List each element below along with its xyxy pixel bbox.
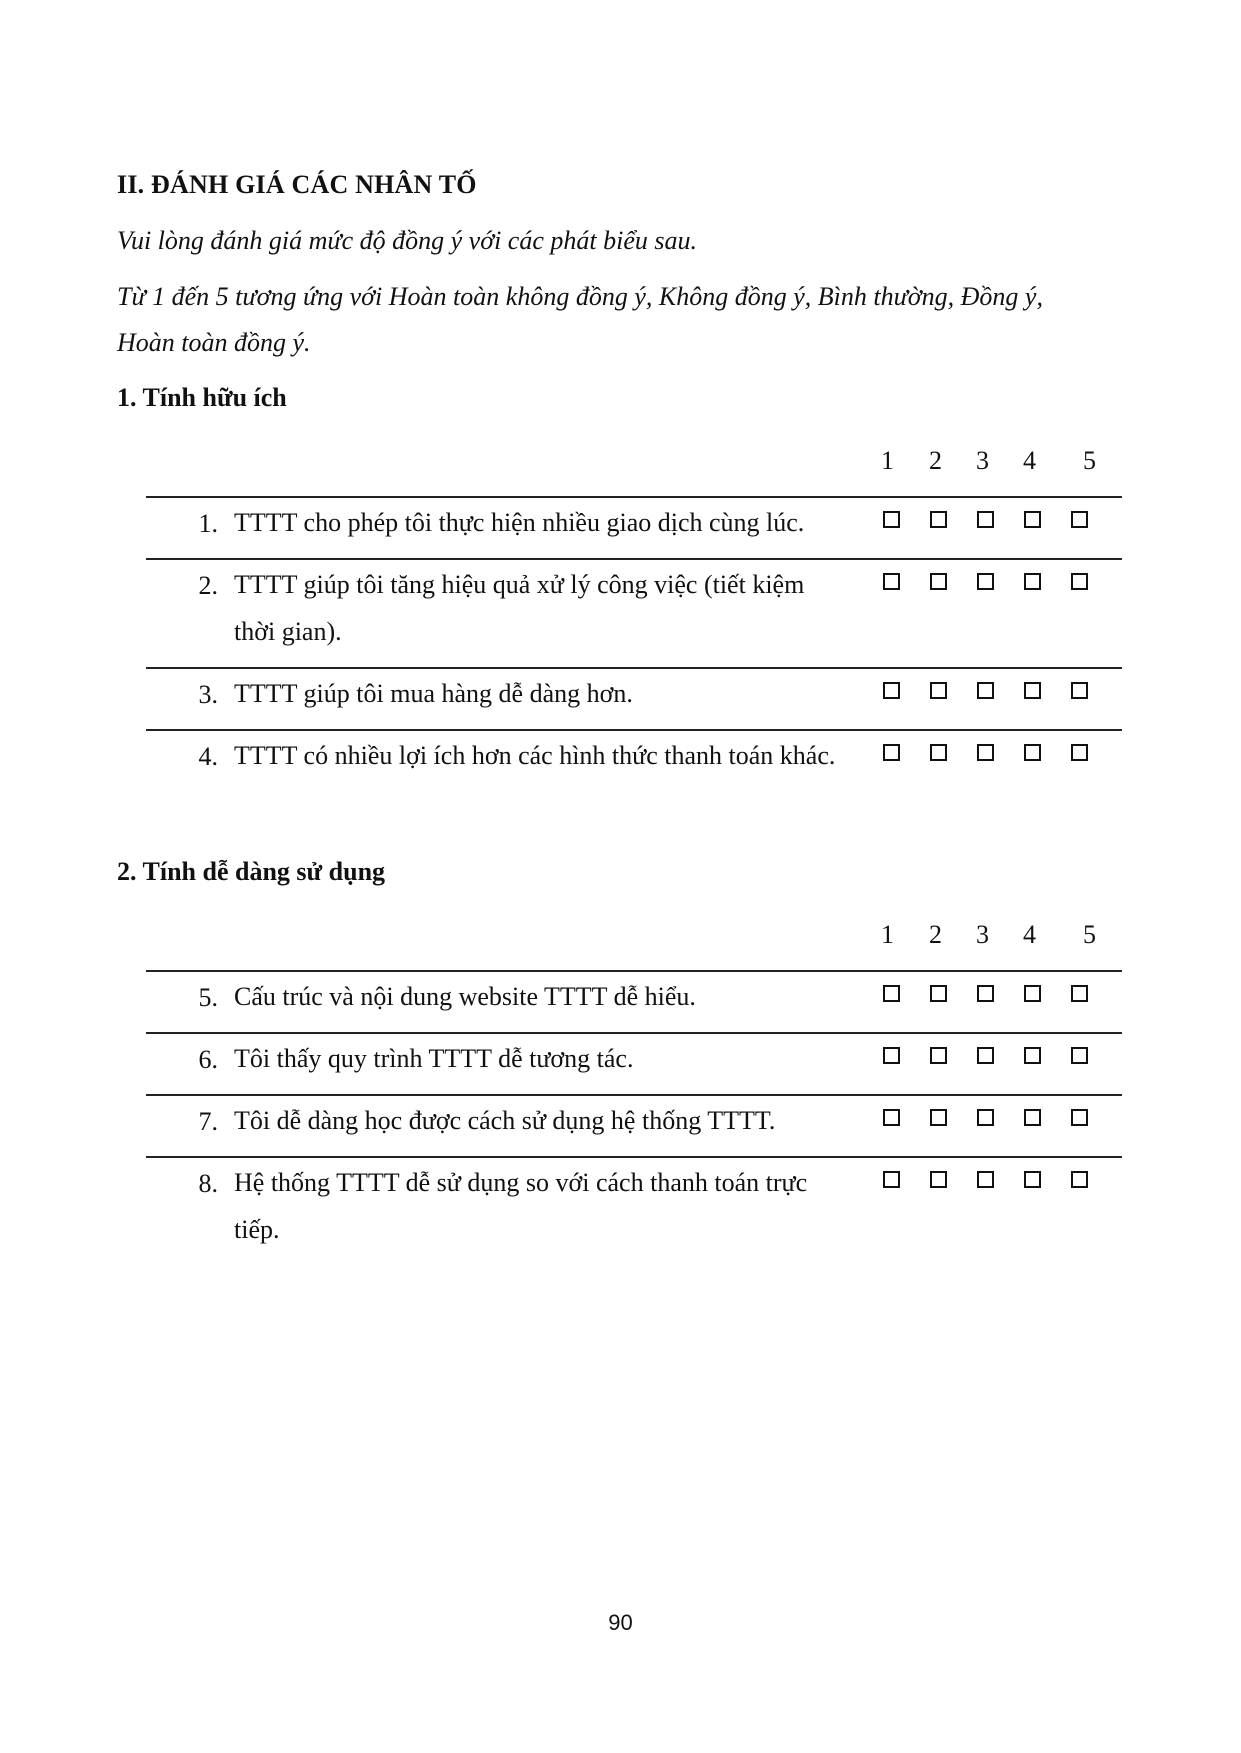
statement-line: Tôi dễ dàng học được cách sử dụng hệ thống TTTT. bbox=[234, 1106, 776, 1135]
item-number: 5. bbox=[198, 983, 218, 1012]
item-number: 1. bbox=[198, 509, 218, 538]
item-number: 2. bbox=[198, 571, 218, 600]
scale-label-5: 5 bbox=[1083, 446, 1096, 475]
table-rule bbox=[146, 970, 1122, 972]
instruction-line-2: Từ 1 đến 5 tương ứng với Hoàn toàn không đồng ý, Không đồng ý, Bình thường, Đồng ý, bbox=[117, 282, 1043, 311]
rating-checkbox-5[interactable] bbox=[1071, 985, 1088, 1002]
rating-checkbox-3[interactable] bbox=[977, 744, 994, 761]
statement-line: TTTT giúp tôi mua hàng dễ dàng hơn. bbox=[234, 679, 633, 708]
statement-line: TTTT có nhiều lợi ích hơn các hình thức thanh toán khác. bbox=[234, 741, 836, 770]
rating-checkbox-3[interactable] bbox=[977, 682, 994, 699]
instruction-line-3: Hoàn toàn đồng ý. bbox=[117, 328, 311, 357]
rating-checkbox-2[interactable] bbox=[930, 985, 947, 1002]
rating-checkbox-3[interactable] bbox=[977, 1047, 994, 1064]
item-number: 3. bbox=[198, 680, 218, 709]
table-rule bbox=[146, 729, 1122, 731]
instruction-line-1: Vui lòng đánh giá mức độ đồng ý với các phát biểu sau. bbox=[117, 226, 697, 255]
rating-checkbox-3[interactable] bbox=[977, 985, 994, 1002]
rating-checkbox-1[interactable] bbox=[883, 1109, 900, 1126]
scale-label-4: 4 bbox=[1023, 446, 1036, 475]
item-statement bbox=[234, 1159, 866, 1253]
item-statement bbox=[234, 499, 866, 546]
scale-label-3: 3 bbox=[976, 920, 989, 949]
scale-label-5: 5 bbox=[1083, 920, 1096, 949]
rating-checkbox-4[interactable] bbox=[1024, 1109, 1041, 1126]
rating-checkbox-1[interactable] bbox=[883, 573, 900, 590]
rating-checkbox-4[interactable] bbox=[1024, 511, 1041, 528]
table-rule bbox=[146, 1094, 1122, 1096]
item-statement bbox=[234, 1097, 866, 1144]
rating-checkbox-5[interactable] bbox=[1071, 744, 1088, 761]
item-statement bbox=[234, 670, 866, 717]
section-heading: II. ĐÁNH GIÁ CÁC NHÂN TỐ bbox=[117, 170, 477, 199]
rating-checkbox-5[interactable] bbox=[1071, 1109, 1088, 1126]
scale-label-2: 2 bbox=[929, 920, 942, 949]
rating-checkbox-2[interactable] bbox=[930, 573, 947, 590]
item-statement bbox=[234, 561, 866, 655]
table-rule bbox=[146, 558, 1122, 560]
rating-checkbox-5[interactable] bbox=[1071, 1171, 1088, 1188]
rating-checkbox-1[interactable] bbox=[883, 985, 900, 1002]
rating-checkbox-4[interactable] bbox=[1024, 744, 1041, 761]
statement-line: Tôi thấy quy trình TTTT dễ tương tác. bbox=[234, 1044, 634, 1073]
rating-checkbox-3[interactable] bbox=[977, 573, 994, 590]
rating-checkbox-5[interactable] bbox=[1071, 682, 1088, 699]
rating-checkbox-5[interactable] bbox=[1071, 573, 1088, 590]
rating-checkbox-3[interactable] bbox=[977, 1109, 994, 1126]
item-statement bbox=[234, 732, 874, 779]
rating-checkbox-1[interactable] bbox=[883, 744, 900, 761]
rating-scale-header-2 bbox=[870, 920, 1122, 954]
rating-checkbox-2[interactable] bbox=[930, 1047, 947, 1064]
table-rule bbox=[146, 1156, 1122, 1158]
rating-checkbox-1[interactable] bbox=[883, 511, 900, 528]
rating-checkbox-2[interactable] bbox=[930, 744, 947, 761]
rating-checkbox-4[interactable] bbox=[1024, 1171, 1041, 1188]
rating-checkbox-1[interactable] bbox=[883, 1171, 900, 1188]
item-statement bbox=[234, 973, 866, 1020]
table-rule bbox=[146, 496, 1122, 498]
scale-label-4: 4 bbox=[1023, 920, 1036, 949]
scale-label-1: 1 bbox=[881, 446, 894, 475]
page-number: 90 bbox=[608, 1610, 633, 1635]
rating-checkbox-2[interactable] bbox=[930, 682, 947, 699]
rating-checkbox-4[interactable] bbox=[1024, 1047, 1041, 1064]
statement-line: tiếp. bbox=[234, 1215, 280, 1244]
statement-line: thời gian). bbox=[234, 617, 342, 646]
rating-checkbox-3[interactable] bbox=[977, 1171, 994, 1188]
rating-checkbox-4[interactable] bbox=[1024, 682, 1041, 699]
section-1-title: 1. Tính hữu ích bbox=[117, 383, 287, 412]
table-rule bbox=[146, 667, 1122, 669]
scale-label-2: 2 bbox=[929, 446, 942, 475]
statement-line: Hệ thống TTTT dễ sử dụng so với cách thanh toán trực bbox=[234, 1168, 808, 1197]
rating-checkbox-3[interactable] bbox=[977, 511, 994, 528]
scale-label-3: 3 bbox=[976, 446, 989, 475]
statement-line: TTTT giúp tôi tăng hiệu quả xử lý công việc (tiết kiệm bbox=[234, 570, 805, 599]
rating-checkbox-5[interactable] bbox=[1071, 1047, 1088, 1064]
item-number: 6. bbox=[198, 1045, 218, 1074]
rating-scale-header-1 bbox=[870, 446, 1122, 480]
statement-line: Cấu trúc và nội dung website TTTT dễ hiểu. bbox=[234, 982, 696, 1011]
section-2-title: 2. Tính dễ dàng sử dụng bbox=[117, 857, 386, 886]
rating-checkbox-2[interactable] bbox=[930, 1109, 947, 1126]
rating-checkbox-4[interactable] bbox=[1024, 985, 1041, 1002]
rating-checkbox-2[interactable] bbox=[930, 511, 947, 528]
item-number: 4. bbox=[198, 742, 218, 771]
scale-label-1: 1 bbox=[881, 920, 894, 949]
rating-checkbox-1[interactable] bbox=[883, 1047, 900, 1064]
rating-checkbox-2[interactable] bbox=[930, 1171, 947, 1188]
item-number: 8. bbox=[198, 1169, 218, 1198]
rating-checkbox-1[interactable] bbox=[883, 682, 900, 699]
item-statement bbox=[234, 1035, 866, 1082]
rating-checkbox-5[interactable] bbox=[1071, 511, 1088, 528]
statement-line: TTTT cho phép tôi thực hiện nhiều giao dịch cùng lúc. bbox=[234, 508, 805, 537]
table-rule bbox=[146, 1032, 1122, 1034]
rating-checkbox-4[interactable] bbox=[1024, 573, 1041, 590]
item-number: 7. bbox=[198, 1107, 218, 1136]
